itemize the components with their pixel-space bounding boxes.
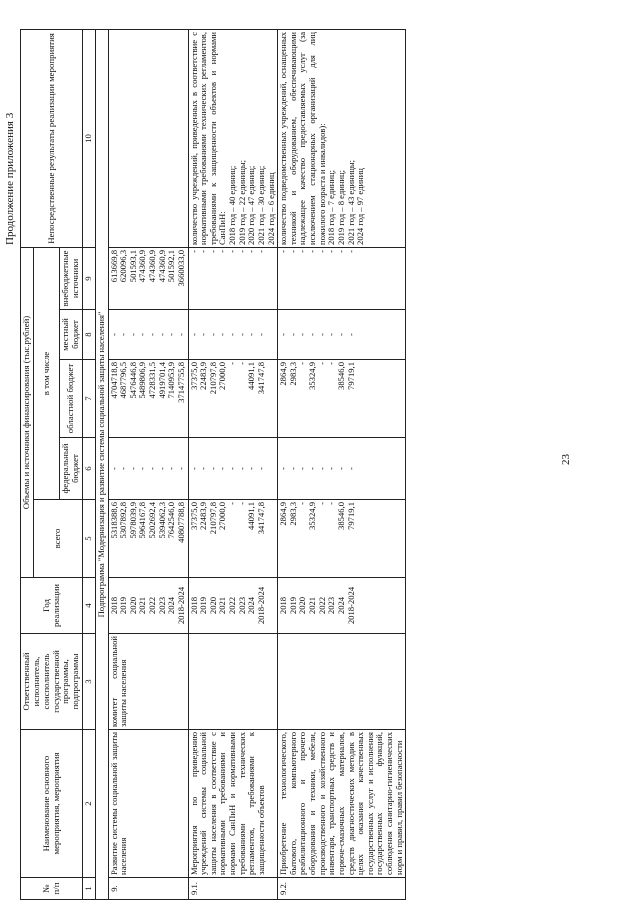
header-year: Год реализации: [21, 578, 83, 634]
row-extra-value: -: [188, 249, 199, 253]
row-results: [188, 29, 278, 247]
row-total: [278, 500, 406, 578]
results-item: 2019 год – 8 единиц;: [335, 170, 346, 245]
row-regional-value: 2983,3: [287, 362, 298, 386]
row-total-value: -: [316, 502, 327, 505]
row-local-value: -: [166, 333, 177, 336]
row-years-value: 2018-2024: [255, 586, 266, 625]
row-regional-value: 37375,0: [188, 362, 199, 390]
row-local-value: -: [156, 333, 167, 336]
row-regional-value: -: [227, 362, 238, 365]
column-index: 4: [83, 578, 96, 634]
row-total-value: 5307892,8: [118, 502, 129, 539]
row-years-value: 2024: [335, 596, 346, 615]
row-local-value: -: [307, 333, 318, 336]
row-extra-value: -: [207, 249, 218, 253]
row-results: [278, 29, 406, 247]
header-regional: областной бюджет: [60, 360, 83, 438]
results-item: 2019 год – 22 единицы;: [236, 159, 247, 245]
row-regional-value: 7140953,9: [166, 362, 177, 399]
results-item: 2024 год – 6 единиц: [265, 172, 276, 245]
row-total-value: 2864,9: [278, 502, 289, 526]
row-total-value: 27000,0: [217, 502, 228, 530]
row-local-value: -: [217, 333, 228, 336]
results-item: 2021 год – 30 единиц;: [255, 165, 266, 245]
results-item: 2024 год – 97 единиц: [355, 168, 366, 245]
header-executor: Ответственный исполнитель, соисполнитель государственной программы, подпрограммы: [21, 634, 83, 730]
row-extra-value: -: [287, 249, 298, 253]
row-regional-value: 210797,8: [207, 362, 218, 395]
row-total-value: -: [227, 502, 238, 505]
row-local-value: -: [236, 333, 247, 336]
row-results: [108, 29, 188, 247]
row-regional-value: 5489806,9: [137, 362, 148, 399]
row-regional: [278, 360, 406, 438]
row-extra-value: -: [236, 249, 247, 253]
row-regional-value: -: [316, 362, 327, 365]
row-federal-value: -: [335, 467, 346, 470]
row-regional-value: 4728331,5: [147, 362, 158, 399]
row-executor: комитет социальной защиты населения: [108, 634, 188, 730]
table-row: [278, 29, 406, 899]
row-local-value: -: [287, 333, 298, 336]
row-total-value: 79719,1: [345, 502, 356, 530]
row-regional-value: -: [236, 362, 247, 365]
header-name: Наименование основного мероприятия, мероприятия: [21, 730, 83, 878]
row-local-value: -: [326, 333, 337, 336]
row-regional-value: 4687796,5: [118, 362, 129, 399]
row-federal: [278, 438, 406, 500]
row-regional-value: 4919701,4: [156, 362, 167, 399]
results-text: количество учреждений, приведенных в соответствие с нормативными требованиями технических регламентов, требованиями к защищенности объектов и нормами СанПиН:: [188, 31, 228, 245]
row-total-value: 5978039,9: [127, 502, 138, 539]
row-years: [108, 578, 188, 634]
row-years-value: 2023: [236, 596, 247, 615]
row-regional: [188, 360, 278, 438]
row-local-value: -: [118, 333, 129, 336]
row-federal-value: -: [316, 467, 327, 470]
row-federal-value: -: [255, 467, 266, 470]
row-extra-value: 474360,9: [147, 249, 158, 283]
row-local-value: -: [335, 333, 346, 336]
continuation-note: Продолжение приложения 3: [4, 112, 16, 245]
row-extra-value: 474360,9: [156, 249, 167, 283]
results-item: 2018 год – 7 единиц;: [326, 170, 337, 245]
row-federal-value: -: [118, 467, 129, 470]
row-local-value: -: [188, 333, 199, 336]
header-federal: федеральный бюджет: [60, 438, 83, 500]
row-extra-value: -: [335, 249, 346, 253]
row-regional: [108, 360, 188, 438]
row-total-value: 22483,9: [198, 502, 209, 530]
row-years-value: 2019: [198, 596, 209, 615]
row-years-value: 2018: [108, 596, 119, 615]
row-extra-value: -: [227, 249, 238, 253]
row-federal-value: -: [217, 467, 228, 470]
row-extra-value: -: [345, 249, 356, 253]
row-executor: [278, 634, 406, 730]
row-years-value: 2021: [307, 596, 318, 615]
row-local-value: -: [345, 333, 356, 336]
row-years-value: 2024: [246, 596, 257, 615]
row-total-value: 5394062,3: [156, 502, 167, 539]
row-years: [188, 578, 278, 634]
row-years-value: 2020: [297, 596, 308, 615]
row-number: 9.2.: [278, 878, 406, 900]
row-extra-value: -: [217, 249, 228, 253]
row-regional-value: 341747,8: [255, 362, 266, 395]
row-local: [278, 310, 406, 360]
row-regional-value: 22483,9: [198, 362, 209, 390]
row-years-value: 2019: [118, 596, 129, 615]
row-years-value: 2021: [137, 596, 148, 615]
row-regional-value: 35324,9: [307, 362, 318, 390]
row-years-value: 2018: [188, 596, 199, 615]
results-text: количество подведомственных учреждений, оснащенных техникой и оборудованием, обеспечивающими надлежащее качество предоставляемых услуг (за исключением стационарных организаций для лиц пожилого возраста и инвалидов):: [278, 31, 327, 245]
column-index: 5: [83, 500, 96, 578]
row-local: [188, 310, 278, 360]
row-regional-value: 37147755,8: [175, 362, 186, 403]
row-years-value: 2024: [166, 596, 177, 615]
row-extra-value: 620096,3: [118, 249, 129, 283]
row-total-value: 5318388,6: [108, 502, 119, 539]
row-federal-value: -: [236, 467, 247, 470]
row-total: [108, 500, 188, 578]
column-index-row: [83, 29, 96, 899]
column-index: 2: [83, 730, 96, 878]
row-federal: [188, 438, 278, 500]
row-regional-value: -: [297, 362, 308, 365]
row-extra-value: -: [297, 249, 308, 253]
row-regional-value: 5476446,8: [127, 362, 138, 399]
row-federal-value: -: [297, 467, 308, 470]
row-federal-value: -: [127, 467, 138, 470]
row-total: [188, 500, 278, 578]
row-extra-value: 613669,8: [108, 249, 119, 283]
column-index: 7: [83, 360, 96, 438]
header-local: местный бюджет: [60, 310, 83, 360]
row-local-value: -: [227, 333, 238, 336]
row-extra-value: -: [246, 249, 257, 253]
row-years-value: 2020: [127, 596, 138, 615]
row-federal-value: -: [307, 467, 318, 470]
row-total-value: 44091,1: [246, 502, 257, 530]
header-including: в том числе: [33, 247, 60, 499]
row-local: [108, 310, 188, 360]
row-local-value: -: [147, 333, 158, 336]
row-name: Приобретение технологического, бытового, компьютерного реабилитационного и прочего оборудования и техники, мебели, производственного и хозяйственного инвентаря, транспортных средств и горюче-смазочных материалов, средств диагностических методик в целях оказания качественных государственных услуг и исполнения государственных функций, соблюдения санитарно-гигиенических норм и правил, правил безопасности: [278, 730, 406, 878]
row-federal-value: -: [166, 467, 177, 470]
results-item: 2020 год – 47 единиц;: [246, 165, 257, 245]
row-total-value: 341747,8: [255, 502, 266, 535]
row-total-value: -: [326, 502, 337, 505]
row-extra-value: -: [198, 249, 209, 253]
row-total-value: 2983,3: [287, 502, 298, 526]
row-extra-value: -: [326, 249, 337, 253]
row-federal-value: -: [175, 467, 186, 470]
header-funding: Объемы и источники финансирования (тыс.рублей): [21, 247, 34, 577]
row-local-value: -: [316, 333, 327, 336]
row-local-value: -: [297, 333, 308, 336]
row-federal: [108, 438, 188, 500]
row-regional-value: 38546,0: [335, 362, 346, 390]
row-federal-value: -: [147, 467, 158, 470]
row-federal-value: -: [207, 467, 218, 470]
table-row: [188, 29, 278, 899]
row-regional-value: 4704718,8: [108, 362, 119, 399]
row-regional-value: -: [326, 362, 337, 365]
results-item: 2018 год – 40 единиц;: [227, 165, 238, 245]
column-index: 9: [83, 247, 96, 309]
row-regional-value: 79719,1: [345, 362, 356, 390]
row-extra-value: 501593,1: [127, 249, 138, 283]
row-total-value: 5964167,8: [137, 502, 148, 539]
row-regional-value: 2864,9: [278, 362, 289, 386]
row-total-value: 5202692,4: [147, 502, 158, 539]
row-extra: [188, 247, 278, 309]
row-total-value: 35324,9: [307, 502, 318, 530]
row-years-value: 2019: [287, 596, 298, 615]
funding-table: [20, 29, 406, 900]
row-extra-value: -: [278, 249, 289, 253]
row-extra-value: -: [255, 249, 266, 253]
row-local-value: -: [278, 333, 289, 336]
row-local-value: -: [207, 333, 218, 336]
row-years-value: 2020: [207, 596, 218, 615]
row-years-value: 2018-2024: [345, 586, 356, 625]
row-years-value: 2023: [326, 596, 337, 615]
row-federal-value: -: [137, 467, 148, 470]
row-name: Мероприятия по приведению учреждений системы социальной защиты населения в соответствие с нормативными требованиями и нормами СанПиН и нормативными требованиями технических регламентов, требованиями к защищенности объектов: [188, 730, 278, 878]
header-results: Непосредственные результаты реализации мероприятия: [21, 29, 83, 247]
row-years-value: 2022: [227, 596, 238, 615]
column-index: 10: [83, 29, 96, 247]
row-extra-value: -: [307, 249, 318, 253]
row-years-value: 2023: [156, 596, 167, 615]
row-years-value: 2018: [278, 596, 289, 615]
row-local-value: -: [108, 333, 119, 336]
row-local-value: -: [127, 333, 138, 336]
row-regional-value: 27000,0: [217, 362, 228, 390]
row-regional-value: 44091,1: [246, 362, 257, 390]
row-extra: [108, 247, 188, 309]
header-total: всего: [33, 500, 82, 578]
row-federal-value: -: [156, 467, 167, 470]
row-executor: [188, 634, 278, 730]
row-total-value: 37375,0: [188, 502, 199, 530]
row-number: 9.: [108, 878, 188, 900]
row-extra-value: 501592,1: [166, 249, 177, 283]
row-total-value: 38546,0: [335, 502, 346, 530]
row-local-value: -: [137, 333, 148, 336]
row-federal-value: -: [198, 467, 209, 470]
row-total-value: 7642546,0: [166, 502, 177, 539]
row-federal-value: -: [246, 467, 257, 470]
subprogram-title: Подпрограмма "Модернизация и развитие системы социальной защиты населения": [95, 29, 108, 899]
row-federal-value: -: [326, 467, 337, 470]
row-federal-value: -: [278, 467, 289, 470]
column-index: 8: [83, 310, 96, 360]
row-extra-value: 474360,9: [137, 249, 148, 283]
row-federal-value: -: [287, 467, 298, 470]
row-local-value: -: [198, 333, 209, 336]
row-name: Развитие системы социальной защиты населения: [108, 730, 188, 878]
row-years-value: 2022: [147, 596, 158, 615]
row-federal-value: -: [227, 467, 238, 470]
row-total-value: 210797,8: [207, 502, 218, 535]
column-index: 3: [83, 634, 96, 730]
header-extra: внебюджетные источники: [60, 247, 83, 309]
row-extra-value: -: [316, 249, 327, 253]
row-years: [278, 578, 406, 634]
column-index: 6: [83, 438, 96, 500]
row-federal-value: -: [188, 467, 199, 470]
row-federal-value: -: [345, 467, 356, 470]
header-num: № п/п: [21, 878, 83, 900]
row-years-value: 2021: [217, 596, 228, 615]
page-number: 23: [560, 454, 572, 465]
row-years-value: 2022: [316, 596, 327, 615]
row-extra-value: 3660033,0: [175, 249, 186, 287]
table-row: [108, 29, 188, 899]
row-years-value: 2018-2024: [175, 586, 186, 625]
row-extra: [278, 247, 406, 309]
row-total-value: -: [297, 502, 308, 505]
row-local-value: -: [246, 333, 257, 336]
row-local-value: -: [175, 333, 186, 336]
row-total-value: -: [236, 502, 247, 505]
row-total-value: 40807788,8: [175, 502, 186, 543]
results-item: 2021 год – 43 единицы;: [345, 159, 356, 245]
row-number: 9.1.: [188, 878, 278, 900]
row-federal-value: -: [108, 467, 119, 470]
row-local-value: -: [255, 333, 266, 336]
column-index: 1: [83, 878, 96, 900]
